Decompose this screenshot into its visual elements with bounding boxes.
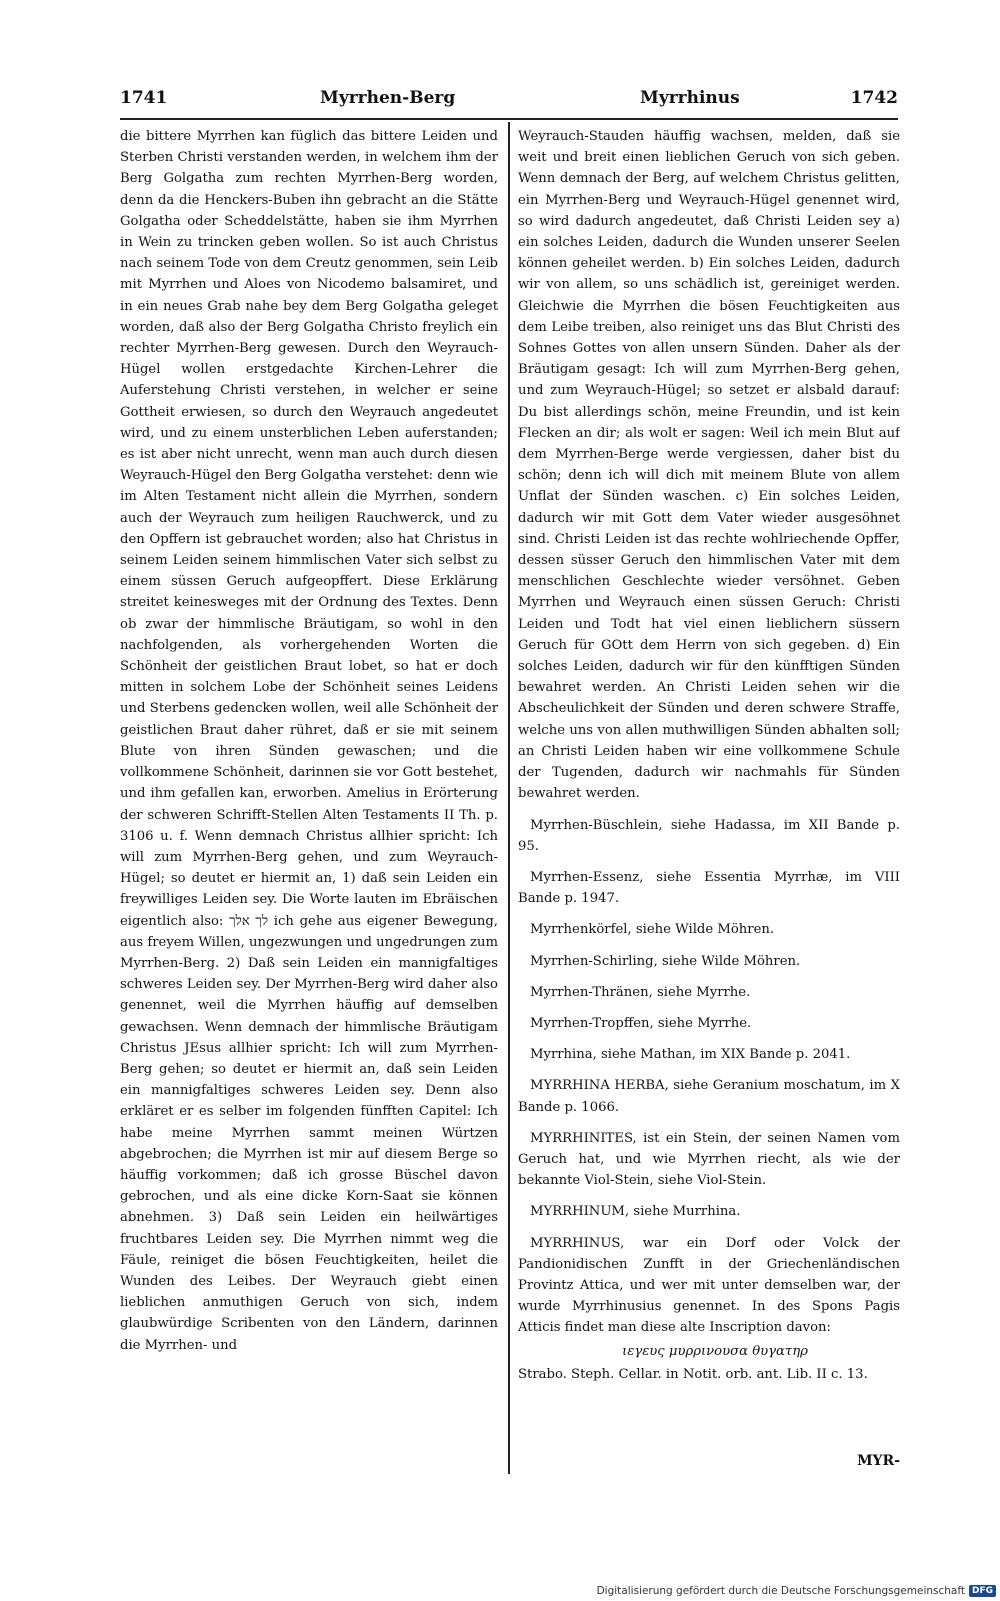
header-title-left: Myrrhen-Berg [320, 88, 456, 108]
entry-myrrhenkoerfel: Myrrhenkörfel, siehe Wilde Möhren. [530, 922, 775, 938]
entry-myrrhen-bueschlein: Myrrhen-Büschlein, siehe Hadassa, im XII Bande p. 95. [518, 817, 900, 854]
entry-myrrhen-tropffen: Myrrhen-Tropffen, siehe Myrrhe. [530, 1015, 752, 1031]
left-column [120, 126, 498, 1478]
footer-text: Digitalisierung gefördert durch die Deutsche Forschungsgemeinschaft [596, 1585, 965, 1597]
page-number-right: 1742 [850, 88, 898, 108]
header-rule [120, 118, 898, 120]
entry-myrrhen-essenz: Myrrhen-Essenz, siehe Essentia Myrrhæ, im VIII Bande p. 1947. [518, 869, 900, 907]
entry-myrrhen-schirling: Myrrhen-Schirling, siehe Wilde Möhren. [530, 953, 801, 969]
entry-myrrhina: Myrrhina, siehe Mathan, im XIX Bande p. 2041. [530, 1047, 851, 1063]
entry-myrrhinites: MYRRHINITES, ist ein Stein, der seinen Namen vom Geruch hat, und wie Myrrhen riecht, als wie der bekannte Viol-Stein, siehe Viol-Stein. [518, 1130, 900, 1189]
greek-inscription: ιεγευς μυρρινουσα θυγατηρ [622, 1343, 808, 1359]
header-title-right: Myrrhinus [640, 88, 740, 108]
left-column-text: die bittere Myrrhen kan füglich das bittere Leiden und Sterben Christi verstanden werden, in welchem ihm der Berg Golgatha zum rechten Myrrhen-Berg worden, denn da die Henckers-Buben ihn gebracht an die Stätte Golgatha oder Scheddelstätte, haben sie ihm Myrrhen in Wein zu trincken geben wollen. So ist auch Christus nach seinem Tode von dem Creutz genommen, sein Leib mit Myrrhen und Aloes von Nicodemo balsamiret, und in ein neues Grab nahe bey dem Berg Golgatha geleget worden, daß also der Berg Golgatha Christo freylich ein rechter Myrrhen-Berg gewesen. Durch den Weyrauch-Hügel wollen erstgedachte Kirchen-Lehrer die Auferstehung Christi verstehen, in welcher er seine Gottheit erwiesen, so durch den Weyrauch angedeutet wird, und zu einem unsterblichen Leben auferstanden; es ist aber nicht unrecht, wenn man auch durch diesen Weyrauch-Hügel den Berg Golgatha verstehet: denn wie im Alten Testament nicht allein die Myrrhen, sondern auch der Weyrauch zum heiligen Rauchwerck, und zu den Opffern ist gebrauchet worden; also hat Christus in seinem Leiden seinem himmlischen Vater sich selbst zu einem süssen Geruch aufgeopffert. Diese Erklärung streitet keinesweges mit der Ordnung des Textes. Denn ob zwar der himmlische Bräutigam, so wohl in den nachfolgenden, als vorhergehenden Worten die Schönheit der geistlichen Braut lobet, so hat er doch mitten in solchem Lobe der Schönheit seines Leidens und Sterbens gedencken wollen, weil alle Schönheit der geistlichen Braut daher rühret, daß er sie mit seinem Blute von ihren Sünden gewaschen; und die vollkommene Schönheit, darinnen sie vor Gott bestehet, und ihm gefallen kan, erworben. Amelius in Erörterung der schweren Schrifft-Stellen Alten Testaments II Th. p. 3106 u. f. Wenn demnach Christus allhier spricht: Ich will zum Myrrhen-Berg gehen, und zum Weyrauch-Hügel; so deutet er hiermit an, 1) daß sein Leiden ein freywilliges Leiden sey. Die Worte lauten im Ebräischen eigentlich also: לך אלך ich gehe aus eigener Bewegung, aus freyem Willen, ungezwungen und ungedrungen zum Myrrhen-Berg. 2) Daß sein Leiden ein mannigfaltiges schweres Leiden sey. Der Myrrhen-Berg wird daher also genennet, weil die Myrrhen häuffig auf demselben gewachsen. Wenn demnach der himmlische Bräutigam Christus JEsus allhier spricht: Ich will zum Myrrhen-Berg gehen; so deutet er hiermit an, daß sein Leiden ein mannigfaltiges schweres Leiden sey. Denn also erkläret er es selber im folgenden fünfften Capitel: Ich habe meine Myrrhen sammt meinen Würtzen abgebrochen; die Myrrhen ist mir auf diesem Berge so häuffig vorkommen; daß ich grosse Büschel davon gebrochen, und als eine dicke Korn-Saat sie können abnehmen. 3) Daß sein Leiden ein heilwärtiges fruchtbares Leiden sey. Die Myrrhen nimmt weg die Fäule, reiniget die bösen Feuchtigkeiten, heilet die Wunden des Leibes. Der Weyrauch giebt einen lieblichen anmuthigen Geruch von sich, indem glaubwürdige Scribenten von den Ländern, darinnen die Myrrhen- und [120, 129, 498, 1353]
dfg-logo: DFG [969, 1585, 996, 1597]
entry-myrrhinum: MYRRHINUM, siehe Murrhina. [530, 1204, 741, 1220]
running-header [120, 88, 898, 118]
column-divider [508, 122, 510, 1474]
entry-myrrhen-thraenen: Myrrhen-Thränen, siehe Myrrhe. [530, 984, 751, 1000]
entry-myrrhinus [518, 1233, 900, 1385]
entry-myrrhinus-text: MYRRHINUS, war ein Dorf oder Volck der Pandionidischen Zunfft in der Griechenländischen Provintz Attica, und wer mit unter demselben war, der wurde Myrrhinusius genennet. In des Spons Pagis Atticis findet man diese alte Inscription davon: [518, 1235, 900, 1336]
digitization-footer [597, 1585, 996, 1597]
catchword: MYR- [857, 1453, 900, 1469]
right-column-continuation: Weyrauch-Stauden häuffig wachsen, melden, daß sie weit und breit einen lieblichen Geruch von sich geben. Wenn demnach der Berg, auf welchem Christus gelitten, ein Myrrhen-Berg und Weyrauch-Hügel genennet wird, so wird dadurch angedeutet, daß Christi Leiden sey a) ein solches Leiden, dadurch die Wunden unserer Seelen können geheilet werden. b) Ein solches Leiden, dadurch wir von allem, so uns schädlich ist, gereiniget werden. Gleichwie die Myrrhen die bösen Feuchtigkeiten aus dem Leibe treiben, also reiniget uns das Blut Christi des Sohnes Gottes von allen unsern Sünden. Daher als der Bräutigam gesagt: Ich will zum Myrrhen-Berg gehen, und zum Weyrauch-Hügel; so setzet er alsbald darauf: Du bist allerdings schön, meine Freundin, und ist kein Flecken an dir; als wolt er sagen: Weil ich mein Blut auf dem Myrrhen-Berge werde vergiessen, daher bist du schön; denn ich will dich mit meinem Blute von allem Unflat der Sünden waschen. c) Ein solches Leiden, dadurch wir mit Gott dem Vater wieder ausgesöhnet sind. Christi Leiden ist das rechte wohlriechende Opffer, dessen süsser Geruch den himmlischen Vater mit dem menschlichen Geschlechte wieder versöhnet. Geben Myrrhen und Weyrauch einen süssen Geruch: Christi Leiden und Todt hat viel einen lieblichern süssern Geruch für GOtt dem Herrn von sich gegeben. d) Ein solches Leiden, dadurch wir für den künfftigen Sünden bewahret werden. An Christi Leiden sehen wir die Abscheulichkeit der Sünden und deren schwere Straffe, welche uns von allen muthwilligen Sünden abhalten soll; an Christi Leiden haben wir eine vollkommene Schule der Tugenden, dadurch wir nachmahls für Sünden bewahret werden. [518, 129, 900, 802]
entry-myrrhinus-source: Strabo. Steph. Cellar. in Notit. orb. ant. Lib. II c. 13. [518, 1366, 868, 1382]
entry-myrrhina-herba: MYRRHINA HERBA, siehe Geranium moschatum, im X Bande p. 1066. [518, 1078, 900, 1115]
right-column [518, 126, 900, 1478]
page-number-left: 1741 [120, 88, 168, 108]
